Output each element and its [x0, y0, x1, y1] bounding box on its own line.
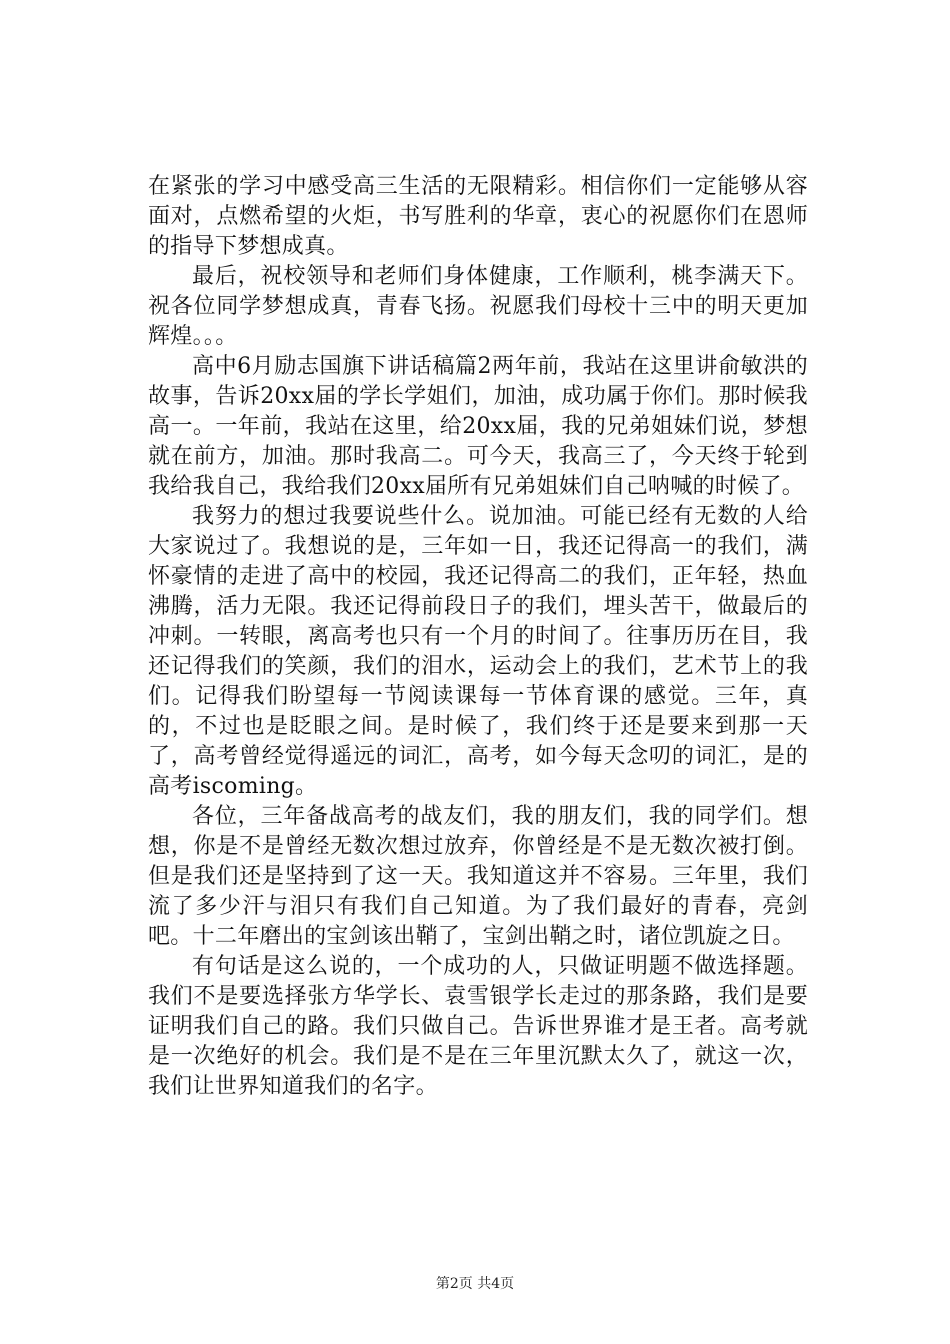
paragraph-memories: 我努力的想过我要说些什么。说加油。可能已经有无数的人给大家说过了。我想说的是，三年如一日，我还记得高一的我们，满怀豪情的走进了高中的校园，我还记得高二的我们，正年轻，热血沸腾，活力无限。我还记得前段日子的我们，埋头苦干，做最后的冲刺。一转眼，离高考也只有一个月的时间了。往事历历在目，我还记得我们的笑颜，我们的泪水，运动会上的我们，艺术节上的我们。记得我们盼望每一节阅读课每一节体育课的感觉。三年，真的，不过也是眨眼之间。是时候了，我们终于还是要来到那一天了，高考曾经觉得遥远的词汇，高考，如今每天念叨的词汇，是的高考iscoming。	[148, 504, 808, 799]
document-body	[148, 172, 808, 1102]
paragraph-speech-intro: 高中6月励志国旗下讲话稿篇2两年前，我站在这里讲俞敏洪的故事，告诉20xx届的学长学姐们，加油，成功属于你们。那时候我高一。一年前，我站在这里，给20xx届，我的兄弟姐妹们说，梦想就在前方，加油。那时我高二。可今天，我高三了，今天终于轮到我给我自己，我给我们20xx届所有兄弟姐妹们自己呐喊的时候了。	[148, 354, 808, 499]
paragraph-continuation: 在紧张的学习中感受高三生活的无限精彩。相信你们一定能够从容面对，点燃希望的火炬，书写胜利的华章，衷心的祝愿你们在恩师的指导下梦想成真。	[148, 174, 808, 259]
paragraph-prove-ourselves: 有句话是这么说的，一个成功的人，只做证明题不做选择题。我们不是要选择张方华学长、袁雪银学长走过的那条路，我们是要证明我们自己的路。我们只做自己。告诉世界谁才是王者。高考就是一次绝好的机会。我们是不是在三年里沉默太久了，就这一次，我们让世界知道我们的名字。	[148, 954, 808, 1099]
paragraph-closing-wishes: 最后，祝校领导和老师们身体健康，工作顺利，桃李满天下。祝各位同学梦想成真，青春飞扬。祝愿我们母校十三中的明天更加辉煌。。。	[148, 264, 808, 349]
paragraph-comrades: 各位，三年备战高考的战友们，我的朋友们，我的同学们。想想，你是不是曾经无数次想过放弃，你曾经是不是无数次被打倒。但是我们还是坚持到了这一天。我知道这并不容易。三年里，我们流了多少汗与泪只有我们自己知道。为了我们最好的青春，亮剑吧。十二年磨出的宝剑该出鞘了，宝剑出鞘之时，诸位凯旋之日。	[148, 804, 808, 949]
page-number-footer: 第2页 共4页	[435, 1276, 515, 1292]
